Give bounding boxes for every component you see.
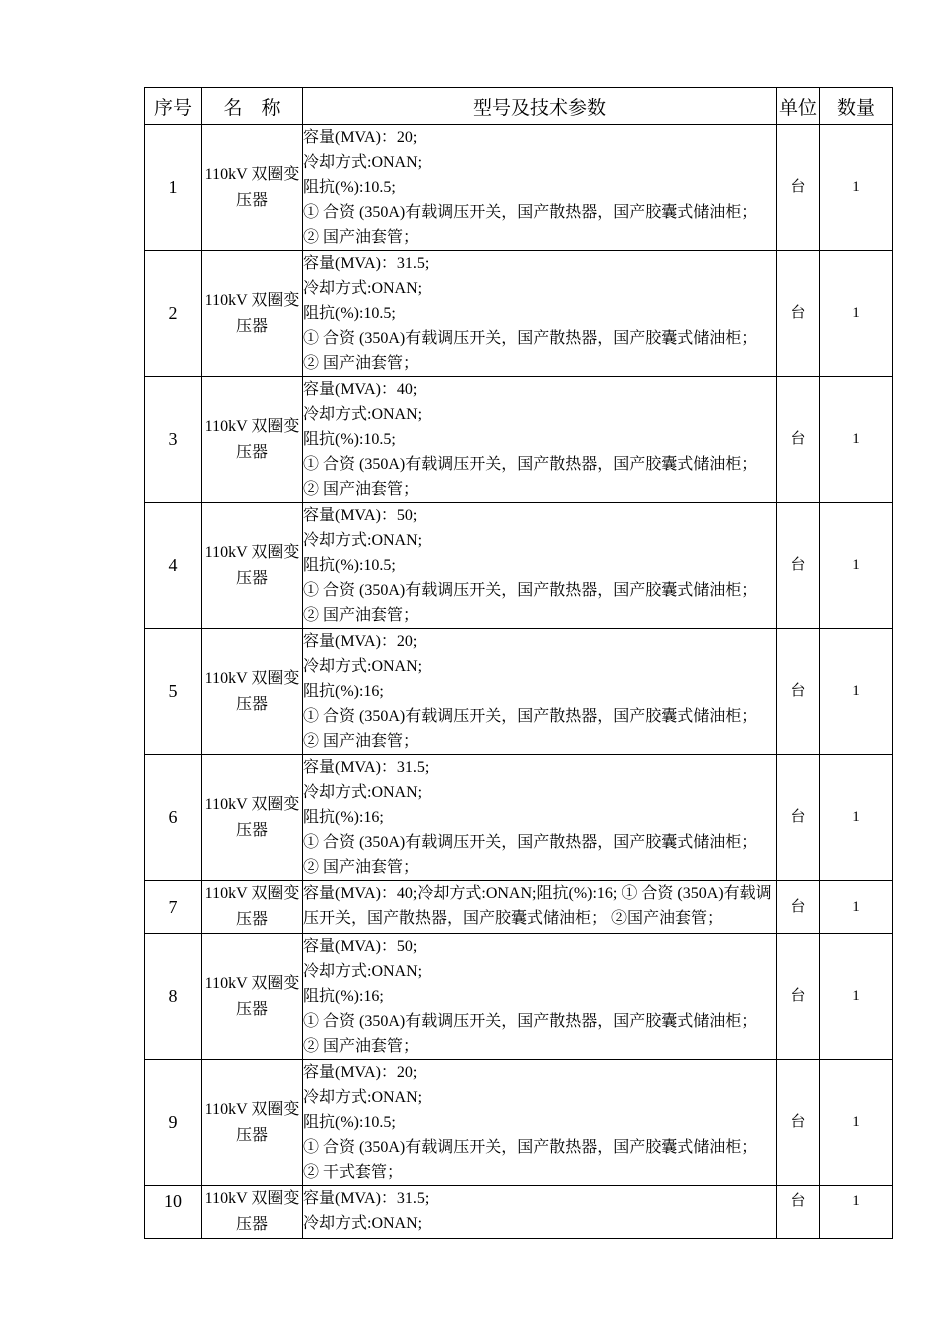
header-unit: 单位: [777, 88, 820, 125]
spec-bushing: ② 国产油套管；: [303, 607, 420, 624]
row-number: 4: [145, 503, 202, 629]
unit-cell: 台: [777, 125, 820, 251]
quantity-cell: 1: [820, 1060, 893, 1186]
row-number: 3: [145, 377, 202, 503]
equipment-name: 110kV 双圈变压器: [202, 125, 303, 251]
spec-inline: 容量(MVA)：40;冷却方式:ONAN;阻抗(%):16; ① 合资 (350A)有载调压开关，国产散热器，国产胶囊式储油柜； ②国产油套管；: [303, 885, 772, 927]
equipment-name: 110kV 双圈变压器: [202, 934, 303, 1060]
spec-cooling: 冷却方式:ONAN;: [303, 280, 423, 297]
table-row: [145, 881, 893, 934]
spec-tap-changer: ① 合资 (350A)有载调压开关，国产散热器，国产胶囊式储油柜；: [303, 1139, 758, 1156]
spec-bushing: ② 国产油套管；: [303, 859, 420, 876]
quantity-cell: 1: [820, 377, 893, 503]
quantity-cell: 1: [820, 125, 893, 251]
spec-impedance: 阻抗(%):10.5;: [303, 557, 396, 574]
spec-cell: [303, 881, 777, 934]
spec-cell: [303, 629, 777, 755]
spec-cell: [303, 125, 777, 251]
table-row: [145, 755, 893, 881]
quantity-cell: 1: [820, 1186, 893, 1239]
unit-cell: 台: [777, 377, 820, 503]
table-row: [145, 125, 893, 251]
unit-cell: 台: [777, 503, 820, 629]
spec-capacity: 容量(MVA)：20;: [303, 633, 418, 650]
spec-impedance: 阻抗(%):10.5;: [303, 179, 396, 196]
row-number: 8: [145, 934, 202, 1060]
equipment-name: 110kV 双圈变压器: [202, 377, 303, 503]
spec-cooling: 冷却方式:ONAN;: [303, 406, 423, 423]
spec-capacity: 容量(MVA)：20;: [303, 1064, 418, 1081]
spec-cooling: 冷却方式:ONAN;: [303, 154, 423, 171]
spec-tap-changer: ① 合资 (350A)有载调压开关，国产散热器，国产胶囊式储油柜；: [303, 1013, 758, 1030]
unit-cell: 台: [777, 755, 820, 881]
spec-cell: [303, 1186, 777, 1239]
row-number: 10: [145, 1186, 202, 1239]
table-row: [145, 934, 893, 1060]
header-quantity: 数量: [820, 88, 893, 125]
spec-cooling: 冷却方式:ONAN;: [303, 658, 423, 675]
spec-bushing: ② 干式套管；: [303, 1164, 404, 1181]
spec-impedance: 阻抗(%):10.5;: [303, 1114, 396, 1131]
equipment-name: 110kV 双圈变压器: [202, 755, 303, 881]
unit-cell: 台: [777, 881, 820, 934]
row-number: 5: [145, 629, 202, 755]
equipment-name: 110kV 双圈变压器: [202, 1186, 303, 1239]
equipment-name: 110kV 双圈变压器: [202, 629, 303, 755]
spec-cell: [303, 251, 777, 377]
table-row: [145, 251, 893, 377]
header-row: [145, 88, 893, 125]
unit-cell: 台: [777, 251, 820, 377]
equipment-name: 110kV 双圈变压器: [202, 251, 303, 377]
spec-impedance: 阻抗(%):10.5;: [303, 431, 396, 448]
quantity-cell: 1: [820, 881, 893, 934]
spec-cell: [303, 755, 777, 881]
spec-cooling: 冷却方式:ONAN;: [303, 532, 423, 549]
spec-impedance: 阻抗(%):10.5;: [303, 305, 396, 322]
unit-cell: 台: [777, 934, 820, 1060]
spec-capacity: 容量(MVA)：31.5;: [303, 255, 430, 272]
table-row: [145, 1060, 893, 1186]
spec-cooling: 冷却方式:ONAN;: [303, 1089, 423, 1106]
quantity-cell: 1: [820, 629, 893, 755]
spec-cooling: 冷却方式:ONAN;: [303, 784, 423, 801]
spec-cell: [303, 377, 777, 503]
quantity-cell: 1: [820, 755, 893, 881]
quantity-cell: 1: [820, 503, 893, 629]
equipment-spec-table: [144, 87, 893, 1239]
spec-cell: [303, 503, 777, 629]
spec-tap-changer: ① 合资 (350A)有载调压开关，国产散热器，国产胶囊式储油柜；: [303, 330, 758, 347]
row-number: 9: [145, 1060, 202, 1186]
equipment-name: 110kV 双圈变压器: [202, 881, 303, 934]
equipment-name: 110kV 双圈变压器: [202, 503, 303, 629]
spec-bushing: ② 国产油套管；: [303, 733, 420, 750]
table-row: [145, 1186, 893, 1239]
spec-impedance: 阻抗(%):16;: [303, 809, 384, 826]
unit-cell: 台: [777, 1060, 820, 1186]
row-number: 1: [145, 125, 202, 251]
table-row: [145, 377, 893, 503]
table-row: [145, 503, 893, 629]
spec-bushing: ② 国产油套管；: [303, 1038, 420, 1055]
table-row: [145, 629, 893, 755]
spec-capacity: 容量(MVA)：50;: [303, 938, 418, 955]
spec-cell: [303, 1060, 777, 1186]
spec-capacity: 容量(MVA)：31.5;: [303, 1190, 430, 1207]
spec-tap-changer: ① 合资 (350A)有载调压开关，国产散热器，国产胶囊式储油柜；: [303, 834, 758, 851]
spec-capacity: 容量(MVA)：31.5;: [303, 759, 430, 776]
spec-capacity: 容量(MVA)：20;: [303, 129, 418, 146]
unit-cell: 台: [777, 629, 820, 755]
unit-cell: 台: [777, 1186, 820, 1239]
spec-bushing: ② 国产油套管；: [303, 355, 420, 372]
spec-cooling: 冷却方式:ONAN;: [303, 963, 423, 980]
header-name: 名 称: [202, 88, 303, 125]
row-number: 6: [145, 755, 202, 881]
spec-bushing: ② 国产油套管；: [303, 229, 420, 246]
spec-impedance: 阻抗(%):16;: [303, 988, 384, 1005]
quantity-cell: 1: [820, 251, 893, 377]
spec-tap-changer: ① 合资 (350A)有载调压开关，国产散热器，国产胶囊式储油柜；: [303, 582, 758, 599]
spec-tap-changer: ① 合资 (350A)有载调压开关，国产散热器，国产胶囊式储油柜；: [303, 708, 758, 725]
equipment-name: 110kV 双圈变压器: [202, 1060, 303, 1186]
row-number: 7: [145, 881, 202, 934]
spec-tap-changer: ① 合资 (350A)有载调压开关，国产散热器，国产胶囊式储油柜；: [303, 456, 758, 473]
spec-capacity: 容量(MVA)：40;: [303, 381, 418, 398]
quantity-cell: 1: [820, 934, 893, 1060]
spec-tap-changer: ① 合资 (350A)有载调压开关，国产散热器，国产胶囊式储油柜；: [303, 204, 758, 221]
spec-bushing: ② 国产油套管；: [303, 481, 420, 498]
spec-cooling: 冷却方式:ONAN;: [303, 1215, 423, 1232]
spec-capacity: 容量(MVA)：50;: [303, 507, 418, 524]
spec-impedance: 阻抗(%):16;: [303, 683, 384, 700]
spec-cell: [303, 934, 777, 1060]
row-number: 2: [145, 251, 202, 377]
header-serial-no: 序号: [145, 88, 202, 125]
header-model-specs: 型号及技术参数: [303, 88, 777, 125]
